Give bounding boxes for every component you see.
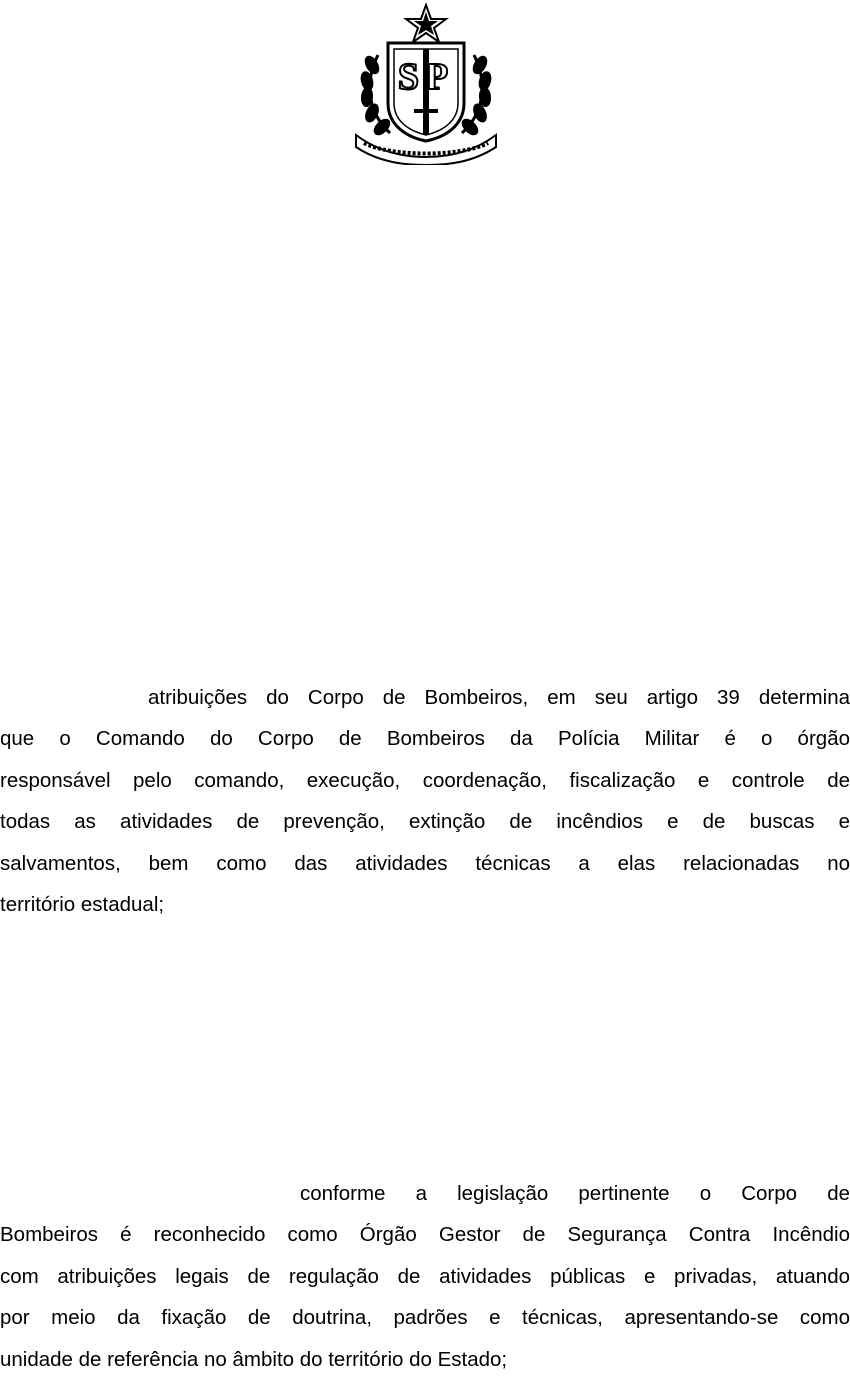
text-line: atribuições do Corpo de Bombeiros, em seu artigo 39 determina xyxy=(148,686,850,709)
sao-paulo-coat-of-arms-seal xyxy=(350,3,502,165)
text-line: conforme a legislação pertinente o Corpo de xyxy=(300,1182,850,1205)
text-line: território estadual; xyxy=(0,893,165,917)
text-line: responsável pelo comando, execução, coordenação, fiscalização e controle de xyxy=(0,768,850,792)
text-line: Bombeiros é reconhecido como Órgão Gestor de Segurança Contra Incêndio xyxy=(0,1223,850,1247)
seal-letters: SP xyxy=(397,56,455,98)
text-line: com atribuições legais de regulação de atividades públicas e privadas, atuando xyxy=(0,1264,850,1288)
text-line: que o Comando do Corpo de Bombeiros da Polícia Militar é o órgão xyxy=(0,727,850,751)
text-line: por meio da fixação de doutrina, padrões e técnicas, apresentando-se como xyxy=(0,1306,850,1330)
paragraph-orgao-gestor xyxy=(0,1173,850,1380)
text-line: todas as atividades de prevenção, extinção de incêndios e de buscas e xyxy=(0,810,850,834)
text-line: unidade de referência no âmbito do território do Estado; xyxy=(0,1347,508,1371)
paragraph-corpo-bombeiros-attributions xyxy=(0,677,850,925)
text-line: salvamentos, bem como das atividades técnicas a elas relacionadas no xyxy=(0,851,850,875)
